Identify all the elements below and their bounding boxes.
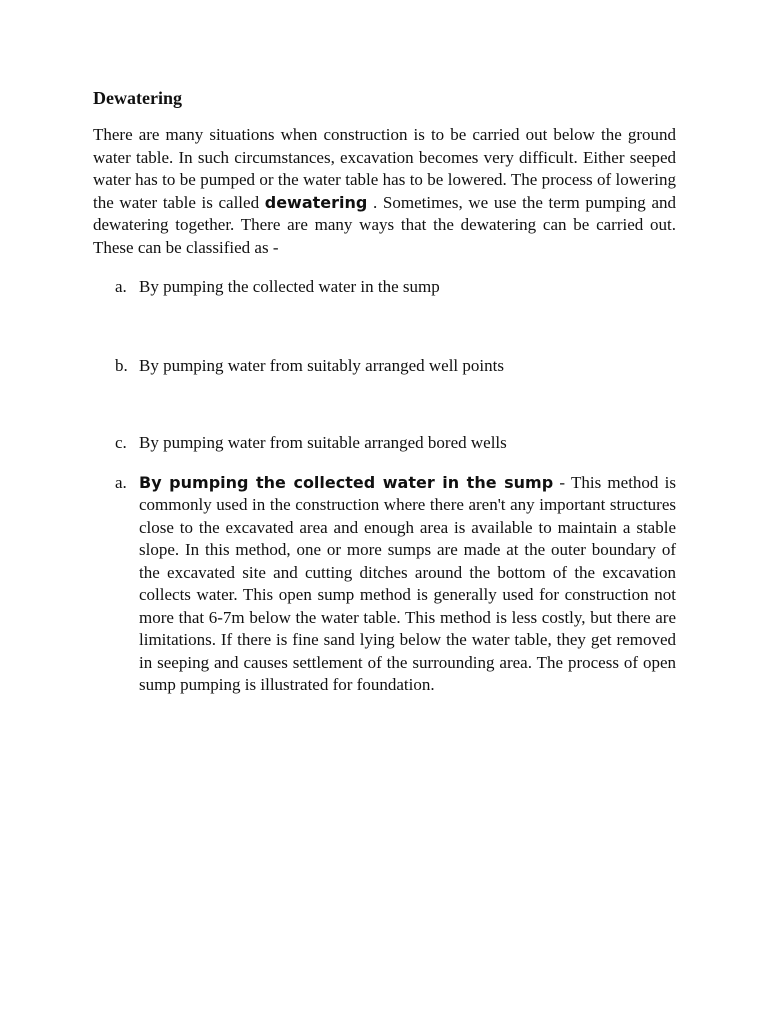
- intro-text-start: There are many situations when construction is to be carried out below the ground water table. In such circumstances, excavation becomes very difficult. Either seeped water has to be pumped or the water table has to be lowered. The process of lowering the water table is called: [93, 125, 676, 212]
- detail-section-sump: [93, 472, 676, 697]
- classification-item-c: [93, 432, 676, 455]
- document-page: [93, 86, 676, 697]
- intro-text-end: . Sometimes, we use the term pumping and dewatering together. There are many ways that the dewatering can be carried out. These can be classified as -: [93, 192, 676, 257]
- classification-item-a: [93, 276, 676, 299]
- intro-key-term: dewatering: [264, 192, 368, 212]
- intro-paragraph: [93, 124, 676, 259]
- list-item-text: By pumping the collected water in the sump: [139, 277, 440, 296]
- detail-text: [139, 473, 676, 695]
- list-marker: a.: [115, 472, 127, 492]
- detail-body: - This method is commonly used in the construction where there aren't any important structures close to the excavated area and enough area is available to maintain a stable slope. In this method, one or more sumps are made at the outer boundary of the excavated site and cutting ditches around the bottom of the excavation collects water. This open sump method is generally used for construction not more that 6-7m below the water table. This method is less costly, but there are limitations. If there is fine sand lying below the water table, they get removed in seeping and causes settlement of the surrounding area. The process of open sump pumping is illustrated for foundation.: [139, 472, 676, 694]
- list-marker: c.: [115, 433, 127, 452]
- detail-heading: By pumping the collected water in the sump: [139, 472, 554, 492]
- list-marker: b.: [115, 355, 128, 375]
- classification-item-b: [93, 355, 676, 378]
- list-item-text: By pumping water from suitably arranged well points: [139, 355, 504, 375]
- list-marker: a.: [115, 277, 127, 296]
- page-title: Dewatering: [93, 88, 182, 108]
- list-item-text: By pumping water from suitable arranged bored wells: [139, 433, 507, 452]
